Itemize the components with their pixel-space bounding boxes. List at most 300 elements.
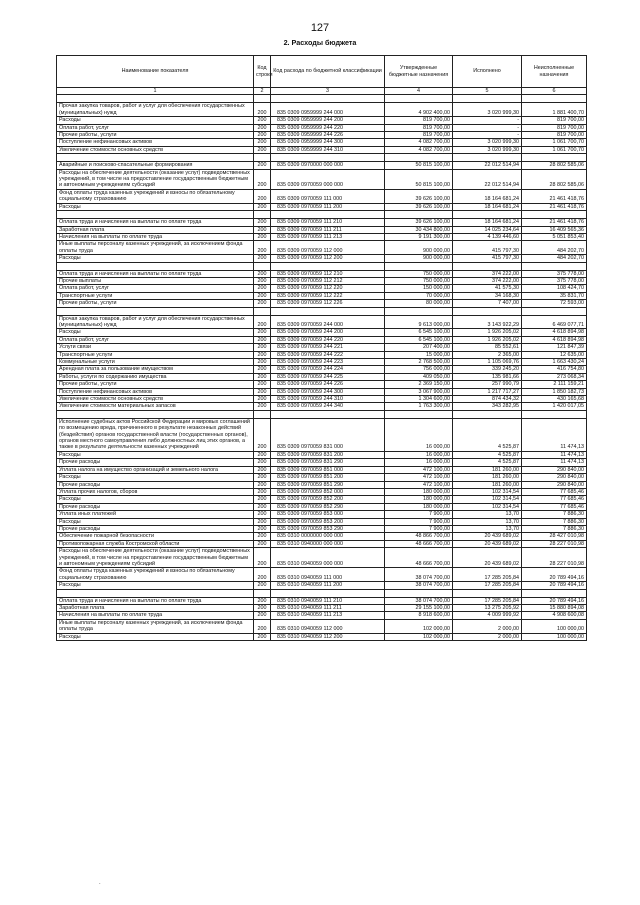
approved-amount-cell <box>385 211 453 219</box>
unexecuted-amount-cell: 20 789 494,16 <box>522 582 587 589</box>
unexecuted-amount-cell: 819 700,00 <box>522 124 587 131</box>
classification-code-cell: 835 0310 0940000 000 000 <box>271 540 385 547</box>
indicator-name-cell: Начисления на выплаты по оплате труда <box>57 612 254 619</box>
unexecuted-amount-cell <box>522 410 587 418</box>
table-row <box>57 344 587 351</box>
executed-amount-cell: 17 285 205,84 <box>453 582 522 589</box>
unexecuted-amount-cell: 11 474,13 <box>522 451 587 458</box>
column-number: 1 <box>57 88 254 95</box>
classification-code-cell: 835 0309 0970059 112 226 <box>271 300 385 307</box>
unexecuted-amount-cell: 2 111 159,21 <box>522 381 587 388</box>
line-code-cell: 200 <box>254 285 271 292</box>
approved-amount-cell: 7 900,00 <box>385 518 453 525</box>
line-code-cell: 200 <box>254 474 271 481</box>
approved-amount-cell <box>385 307 453 315</box>
indicator-name-cell: Уплата налога на имущество организаций и земельного налога <box>57 466 254 473</box>
unexecuted-amount-cell: 20 789 494,16 <box>522 568 587 582</box>
unexecuted-amount-cell: 1 061 700,70 <box>522 139 587 146</box>
indicator-name-cell <box>57 262 254 270</box>
classification-code-cell: 835 0310 0940059 111 200 <box>271 582 385 589</box>
approved-amount-cell: 3 067 900,00 <box>385 388 453 395</box>
indicator-name-cell <box>57 211 254 219</box>
approved-amount-cell: 900 000,00 <box>385 241 453 255</box>
indicator-name-cell: Обеспечение пожарной безопасности <box>57 533 254 540</box>
approved-amount-cell: 819 700,00 <box>385 117 453 124</box>
approved-amount-cell <box>385 154 453 162</box>
table-row <box>57 496 587 503</box>
indicator-name-cell: Оплата работ, услуг <box>57 336 254 343</box>
executed-amount-cell: 18 164 681,24 <box>453 189 522 203</box>
unexecuted-amount-cell <box>522 589 587 597</box>
executed-amount-cell: 20 439 689,02 <box>453 548 522 568</box>
line-code-cell: 200 <box>254 226 271 233</box>
table-row <box>57 169 587 189</box>
unexecuted-amount-cell: 1 850 182,73 <box>522 388 587 395</box>
classification-code-cell <box>271 95 385 103</box>
executed-amount-cell: 4 009 999,92 <box>453 612 522 619</box>
table-row <box>57 351 587 358</box>
classification-code-cell: 835 0309 0959999 244 220 <box>271 124 385 131</box>
spacer-row <box>57 307 587 315</box>
approved-amount-cell: 70 000,00 <box>385 292 453 299</box>
executed-amount-cell: 7 407,00 <box>453 300 522 307</box>
classification-code-cell: 835 0309 0970059 244 221 <box>271 344 385 351</box>
unexecuted-amount-cell: 4 618 894,98 <box>522 336 587 343</box>
budget-expenses-table <box>56 55 587 641</box>
line-code-cell: 200 <box>254 366 271 373</box>
approved-amount-cell: 9 191 300,00 <box>385 233 453 240</box>
indicator-name-cell: Расходы <box>57 496 254 503</box>
approved-amount-cell: 48 866 700,00 <box>385 533 453 540</box>
classification-code-cell: 835 0309 0970059 852 200 <box>271 496 385 503</box>
approved-amount-cell: 102 000,00 <box>385 633 453 640</box>
column-number: 5 <box>453 88 522 95</box>
classification-code-cell: 835 0309 0970059 111 211 <box>271 226 385 233</box>
classification-code-cell: 835 0309 0959999 244 300 <box>271 139 385 146</box>
indicator-name-cell: Прочие расходы <box>57 503 254 510</box>
table-row <box>57 162 587 169</box>
line-code-cell: 200 <box>254 203 271 210</box>
table-row <box>57 132 587 139</box>
approved-amount-cell: 819 700,00 <box>385 132 453 139</box>
unexecuted-amount-cell: 7 886,30 <box>522 518 587 525</box>
executed-amount-cell: 4 525,87 <box>453 459 522 466</box>
indicator-name-cell: Расходы на обеспечение деятельности (оказание услуг) подведомственных учреждений, в том числе на предоставление государственным бюджетным и автономным учреждениям субсидий <box>57 169 254 189</box>
classification-code-cell: 835 0309 0970059 111 210 <box>271 219 385 226</box>
classification-code-cell: 835 0309 0970059 244 300 <box>271 388 385 395</box>
approved-amount-cell: 180 000,00 <box>385 488 453 495</box>
indicator-name-cell: Оплата работ, услуг <box>57 285 254 292</box>
header-approved-appropriations: Утвержденные бюджетные назначения <box>385 56 453 88</box>
approved-amount-cell: 750 000,00 <box>385 277 453 284</box>
unexecuted-amount-cell: 28 227 010,98 <box>522 548 587 568</box>
unexecuted-amount-cell: 375 778,00 <box>522 270 587 277</box>
unexecuted-amount-cell: 6 469 077,71 <box>522 315 587 329</box>
unexecuted-amount-cell: 77 685,46 <box>522 496 587 503</box>
approved-amount-cell: 48 666 700,00 <box>385 548 453 568</box>
executed-amount-cell: 181 260,00 <box>453 466 522 473</box>
unexecuted-amount-cell: 15 880 894,08 <box>522 605 587 612</box>
approved-amount-cell <box>385 410 453 418</box>
table-row <box>57 219 587 226</box>
classification-code-cell: 835 0309 0970059 831 290 <box>271 459 385 466</box>
executed-amount-cell: 20 439 689,02 <box>453 540 522 547</box>
indicator-name-cell: Уплата прочих налогов, сборов <box>57 488 254 495</box>
indicator-name-cell: Расходы <box>57 582 254 589</box>
classification-code-cell: 835 0309 0970059 244 225 <box>271 373 385 380</box>
table-row <box>57 203 587 210</box>
line-code-cell: 200 <box>254 292 271 299</box>
indicator-name-cell: Прочие расходы <box>57 481 254 488</box>
line-code-cell: 200 <box>254 241 271 255</box>
header-line-code: Код строки <box>254 56 271 88</box>
indicator-name-cell: Аварийные и поисково-спасательные формирования <box>57 162 254 169</box>
table-row <box>57 612 587 619</box>
approved-amount-cell: 819 700,00 <box>385 124 453 131</box>
indicator-name-cell <box>57 307 254 315</box>
unexecuted-amount-cell: 4 908 600,08 <box>522 612 587 619</box>
approved-amount-cell: 6 545 100,00 <box>385 336 453 343</box>
unexecuted-amount-cell: 484 202,70 <box>522 241 587 255</box>
indicator-name-cell: Исполнение судебных актов Российской Федерации и мировых соглашений по возмещению вреда, причиненного в результате незаконных действий (бездействия) органов государственной власти (государственных органов), органов местного самоуправления либо должностных лиц этих органов, а также в результате деятельности казенных учреждений <box>57 418 254 451</box>
line-code-cell: 200 <box>254 277 271 284</box>
unexecuted-amount-cell: 7 886,30 <box>522 511 587 518</box>
classification-code-cell: 835 0309 0970059 112 000 <box>271 241 385 255</box>
approved-amount-cell: 39 626 100,00 <box>385 189 453 203</box>
unexecuted-amount-cell: 100 000,00 <box>522 619 587 633</box>
classification-code-cell: 835 0309 0959999 244 226 <box>271 132 385 139</box>
executed-amount-cell: 13,70 <box>453 518 522 525</box>
classification-code-cell: 835 0309 0970059 853 200 <box>271 518 385 525</box>
table-row <box>57 373 587 380</box>
executed-amount-cell: 18 164 681,24 <box>453 203 522 210</box>
line-code-cell <box>254 307 271 315</box>
unexecuted-amount-cell: 11 474,13 <box>522 459 587 466</box>
line-code-cell: 200 <box>254 329 271 336</box>
approved-amount-cell: 102 000,00 <box>385 619 453 633</box>
executed-amount-cell: 102 314,54 <box>453 503 522 510</box>
classification-code-cell: 835 0310 0940059 111 000 <box>271 568 385 582</box>
approved-amount-cell: 900 000,00 <box>385 255 453 262</box>
table-row <box>57 451 587 458</box>
approved-amount-cell: 8 918 600,00 <box>385 612 453 619</box>
indicator-name-cell: Расходы <box>57 117 254 124</box>
unexecuted-amount-cell: 484 202,70 <box>522 255 587 262</box>
indicator-name-cell: Поступление нефинансовых активов <box>57 388 254 395</box>
classification-code-cell: 835 0309 0970059 244 224 <box>271 366 385 373</box>
executed-amount-cell: 102 314,54 <box>453 496 522 503</box>
line-code-cell: 200 <box>254 451 271 458</box>
executed-amount-cell <box>453 95 522 103</box>
approved-amount-cell: 39 626 100,00 <box>385 203 453 210</box>
line-code-cell: 200 <box>254 466 271 473</box>
executed-amount-cell: 13,70 <box>453 525 522 532</box>
table-row <box>57 597 587 604</box>
indicator-name-cell: Прочая закупка товаров, работ и услуг для обеспечения государственных (муниципальных) нужд <box>57 315 254 329</box>
table-row <box>57 518 587 525</box>
unexecuted-amount-cell: 290 840,00 <box>522 481 587 488</box>
line-code-cell: 200 <box>254 124 271 131</box>
classification-code-cell: 835 0310 0940059 112 000 <box>271 619 385 633</box>
spacer-row <box>57 589 587 597</box>
classification-code-cell: 835 0309 0970059 851 200 <box>271 474 385 481</box>
executed-amount-cell <box>453 410 522 418</box>
unexecuted-amount-cell: 7 886,30 <box>522 525 587 532</box>
indicator-name-cell: Расходы <box>57 451 254 458</box>
page-number: 127 <box>310 22 330 34</box>
executed-amount-cell: 4 525,87 <box>453 451 522 458</box>
indicator-name-cell: Прочие работы, услуги <box>57 300 254 307</box>
indicator-name-cell: Иные выплаты персоналу казенных учреждений, за исключением фонда оплаты труда <box>57 619 254 633</box>
classification-code-cell: 835 0309 0970059 244 310 <box>271 396 385 403</box>
line-code-cell: 200 <box>254 518 271 525</box>
table-row <box>57 255 587 262</box>
executed-amount-cell: 2 000,00 <box>453 619 522 633</box>
column-number: 3 <box>271 88 385 95</box>
classification-code-cell: 835 0309 0970059 831 000 <box>271 418 385 451</box>
indicator-name-cell: Оплата труда и начисления на выплаты по оплате труда <box>57 270 254 277</box>
executed-amount-cell: 34 168,30 <box>453 292 522 299</box>
line-code-cell <box>254 95 271 103</box>
table-row <box>57 474 587 481</box>
approved-amount-cell: 7 900,00 <box>385 525 453 532</box>
unexecuted-amount-cell <box>522 307 587 315</box>
indicator-name-cell: Прочие расходы <box>57 525 254 532</box>
table-row <box>57 582 587 589</box>
executed-amount-cell: 3 020 999,30 <box>453 146 522 153</box>
approved-amount-cell: 750 000,00 <box>385 270 453 277</box>
classification-code-cell: 835 0309 0970059 111 000 <box>271 189 385 203</box>
column-number: 6 <box>522 88 587 95</box>
classification-code-cell: 835 0310 0940059 000 000 <box>271 548 385 568</box>
unexecuted-amount-cell: 11 474,13 <box>522 418 587 451</box>
table-row <box>57 605 587 612</box>
classification-code-cell: 835 0309 0970059 852 000 <box>271 488 385 495</box>
approved-amount-cell: 29 155 100,00 <box>385 605 453 612</box>
executed-amount-cell: 17 285 205,84 <box>453 597 522 604</box>
unexecuted-amount-cell: 290 840,00 <box>522 474 587 481</box>
line-code-cell: 200 <box>254 255 271 262</box>
unexecuted-amount-cell: 21 461 418,76 <box>522 219 587 226</box>
line-code-cell: 200 <box>254 233 271 240</box>
line-code-cell: 200 <box>254 605 271 612</box>
line-code-cell: 200 <box>254 403 271 410</box>
header-unexecuted-appropriations: Неисполненные назначения <box>522 56 587 88</box>
classification-code-cell: 835 0310 0940059 111 213 <box>271 612 385 619</box>
table-row <box>57 292 587 299</box>
spacer-row <box>57 154 587 162</box>
indicator-name-cell: Прочие выплаты <box>57 277 254 284</box>
indicator-name-cell: Фонд оплаты труда казенных учреждений и взносы по обязательному социальному страхованию <box>57 189 254 203</box>
table-body <box>57 95 587 641</box>
line-code-cell: 200 <box>254 540 271 547</box>
approved-amount-cell <box>385 262 453 270</box>
approved-amount-cell: 50 815 100,00 <box>385 169 453 189</box>
executed-amount-cell: 1 217 717,27 <box>453 388 522 395</box>
indicator-name-cell <box>57 410 254 418</box>
executed-amount-cell: 1 105 069,76 <box>453 359 522 366</box>
indicator-name-cell: Увеличение стоимости материальных запасов <box>57 403 254 410</box>
executed-amount-cell: 4 525,87 <box>453 418 522 451</box>
spacer-row <box>57 211 587 219</box>
indicator-name-cell: Работы, услуги по содержанию имущества <box>57 373 254 380</box>
unexecuted-amount-cell <box>522 95 587 103</box>
line-code-cell: 200 <box>254 219 271 226</box>
column-number: 4 <box>385 88 453 95</box>
indicator-name-cell: Заработная плата <box>57 226 254 233</box>
unexecuted-amount-cell: 4 618 894,98 <box>522 329 587 336</box>
table-row <box>57 336 587 343</box>
line-code-cell: 200 <box>254 359 271 366</box>
indicator-name-cell: Транспортные услуги <box>57 292 254 299</box>
indicator-name-cell: Расходы <box>57 474 254 481</box>
approved-amount-cell: 207 400,00 <box>385 344 453 351</box>
approved-amount-cell: 2 768 500,00 <box>385 359 453 366</box>
indicator-name-cell: Противопожарная служба Костромской области <box>57 540 254 547</box>
unexecuted-amount-cell: 21 461 418,76 <box>522 189 587 203</box>
unexecuted-amount-cell: 100 000,00 <box>522 633 587 640</box>
classification-code-cell: 835 0309 0970059 244 220 <box>271 336 385 343</box>
indicator-name-cell: Заработная плата <box>57 605 254 612</box>
table-row <box>57 139 587 146</box>
table-header-row <box>57 56 587 88</box>
indicator-name-cell: Прочие расходы <box>57 459 254 466</box>
unexecuted-amount-cell: 20 789 494,16 <box>522 597 587 604</box>
executed-amount-cell: - <box>453 124 522 131</box>
unexecuted-amount-cell: 375 778,00 <box>522 277 587 284</box>
approved-amount-cell: 80 000,00 <box>385 300 453 307</box>
classification-code-cell <box>271 211 385 219</box>
unexecuted-amount-cell: 819 700,00 <box>522 132 587 139</box>
executed-amount-cell: 1 926 205,02 <box>453 336 522 343</box>
approved-amount-cell: 38 074 700,00 <box>385 568 453 582</box>
unexecuted-amount-cell: 1 663 430,24 <box>522 359 587 366</box>
line-code-cell: 200 <box>254 396 271 403</box>
classification-code-cell: 835 0309 0970059 851 290 <box>271 481 385 488</box>
indicator-name-cell: Иные выплаты персоналу казенных учреждений, за исключением фонда оплаты труда <box>57 241 254 255</box>
executed-amount-cell: 374 222,00 <box>453 270 522 277</box>
section-title: 2. Расходы бюджета <box>283 38 357 47</box>
executed-amount-cell: 18 164 681,24 <box>453 219 522 226</box>
unexecuted-amount-cell: 72 593,00 <box>522 300 587 307</box>
unexecuted-amount-cell: 12 635,00 <box>522 351 587 358</box>
indicator-name-cell: Уплата иных платежей <box>57 511 254 518</box>
indicator-name-cell: Коммунальные услуги <box>57 359 254 366</box>
approved-amount-cell: 30 434 800,00 <box>385 226 453 233</box>
line-code-cell: 200 <box>254 481 271 488</box>
approved-amount-cell: 4 082 700,00 <box>385 139 453 146</box>
executed-amount-cell: 181 260,00 <box>453 481 522 488</box>
line-code-cell: 200 <box>254 300 271 307</box>
classification-code-cell: 835 0309 0970000 000 000 <box>271 162 385 169</box>
indicator-name-cell: Расходы <box>57 203 254 210</box>
approved-amount-cell: 16 000,00 <box>385 459 453 466</box>
line-code-cell: 200 <box>254 496 271 503</box>
line-code-cell: 200 <box>254 533 271 540</box>
line-code-cell: 200 <box>254 459 271 466</box>
approved-amount-cell: 38 074 700,00 <box>385 597 453 604</box>
approved-amount-cell: 180 000,00 <box>385 496 453 503</box>
table-row <box>57 540 587 547</box>
classification-code-cell: 835 0309 0970059 851 000 <box>271 466 385 473</box>
approved-amount-cell: 48 666 700,00 <box>385 540 453 547</box>
executed-amount-cell: 415 797,30 <box>453 241 522 255</box>
approved-amount-cell: 1 304 600,00 <box>385 396 453 403</box>
unexecuted-amount-cell: 28 227 010,98 <box>522 540 587 547</box>
table-row <box>57 315 587 329</box>
table-row <box>57 226 587 233</box>
header-indicator-name: Наименование показателя <box>57 56 254 88</box>
unexecuted-amount-cell: 430 165,68 <box>522 396 587 403</box>
unexecuted-amount-cell: 77 685,46 <box>522 503 587 510</box>
table-row <box>57 146 587 153</box>
line-code-cell: 200 <box>254 315 271 329</box>
table-row <box>57 241 587 255</box>
unexecuted-amount-cell <box>522 211 587 219</box>
classification-code-cell <box>271 154 385 162</box>
table-row <box>57 533 587 540</box>
approved-amount-cell: 15 000,00 <box>385 351 453 358</box>
indicator-name-cell: Начисления на выплаты по оплате труда <box>57 233 254 240</box>
classification-code-cell: 835 0309 0970059 000 000 <box>271 169 385 189</box>
executed-amount-cell: 2 000,00 <box>453 633 522 640</box>
classification-code-cell: 835 0310 0940059 112 200 <box>271 633 385 640</box>
indicator-name-cell: Прочие работы, услуги <box>57 132 254 139</box>
executed-amount-cell: 4 139 446,60 <box>453 233 522 240</box>
table-row <box>57 277 587 284</box>
unexecuted-amount-cell: 121 847,39 <box>522 344 587 351</box>
approved-amount-cell: 472 100,00 <box>385 466 453 473</box>
unexecuted-amount-cell: 819 700,00 <box>522 117 587 124</box>
executed-amount-cell: 22 012 514,94 <box>453 162 522 169</box>
line-code-cell: 200 <box>254 582 271 589</box>
line-code-cell <box>254 262 271 270</box>
line-code-cell: 200 <box>254 132 271 139</box>
line-code-cell: 200 <box>254 633 271 640</box>
executed-amount-cell: 3 020 999,30 <box>453 103 522 117</box>
approved-amount-cell: 9 613 000,00 <box>385 315 453 329</box>
indicator-name-cell: Прочая закупка товаров, работ и услуг для обеспечения государственных (муниципальных) нужд <box>57 103 254 117</box>
table-row <box>57 233 587 240</box>
line-code-cell: 200 <box>254 146 271 153</box>
indicator-name-cell <box>57 154 254 162</box>
line-code-cell: 200 <box>254 597 271 604</box>
table-row <box>57 418 587 451</box>
table-row <box>57 329 587 336</box>
executed-amount-cell: 3 143 922,29 <box>453 315 522 329</box>
indicator-name-cell: Увеличение стоимости основных средств <box>57 146 254 153</box>
approved-amount-cell <box>385 589 453 597</box>
line-code-cell: 200 <box>254 418 271 451</box>
indicator-name-cell: Оплата труда и начисления на выплаты по оплате труда <box>57 219 254 226</box>
approved-amount-cell: 2 369 150,00 <box>385 381 453 388</box>
unexecuted-amount-cell: 77 685,46 <box>522 488 587 495</box>
approved-amount-cell <box>385 95 453 103</box>
executed-amount-cell: 13 275 205,92 <box>453 605 522 612</box>
table-row <box>57 619 587 633</box>
approved-amount-cell: 472 100,00 <box>385 474 453 481</box>
classification-code-cell: 835 0309 0970059 111 213 <box>271 233 385 240</box>
classification-code-cell <box>271 589 385 597</box>
classification-code-cell: 835 0309 0970059 831 200 <box>271 451 385 458</box>
executed-amount-cell: 1 926 205,02 <box>453 329 522 336</box>
indicator-name-cell: Расходы <box>57 633 254 640</box>
unexecuted-amount-cell: 290 840,00 <box>522 466 587 473</box>
table-row <box>57 511 587 518</box>
indicator-name-cell: Поступление нефинансовых активов <box>57 139 254 146</box>
unexecuted-amount-cell: 416 754,80 <box>522 366 587 373</box>
unexecuted-amount-cell: 5 051 853,40 <box>522 233 587 240</box>
